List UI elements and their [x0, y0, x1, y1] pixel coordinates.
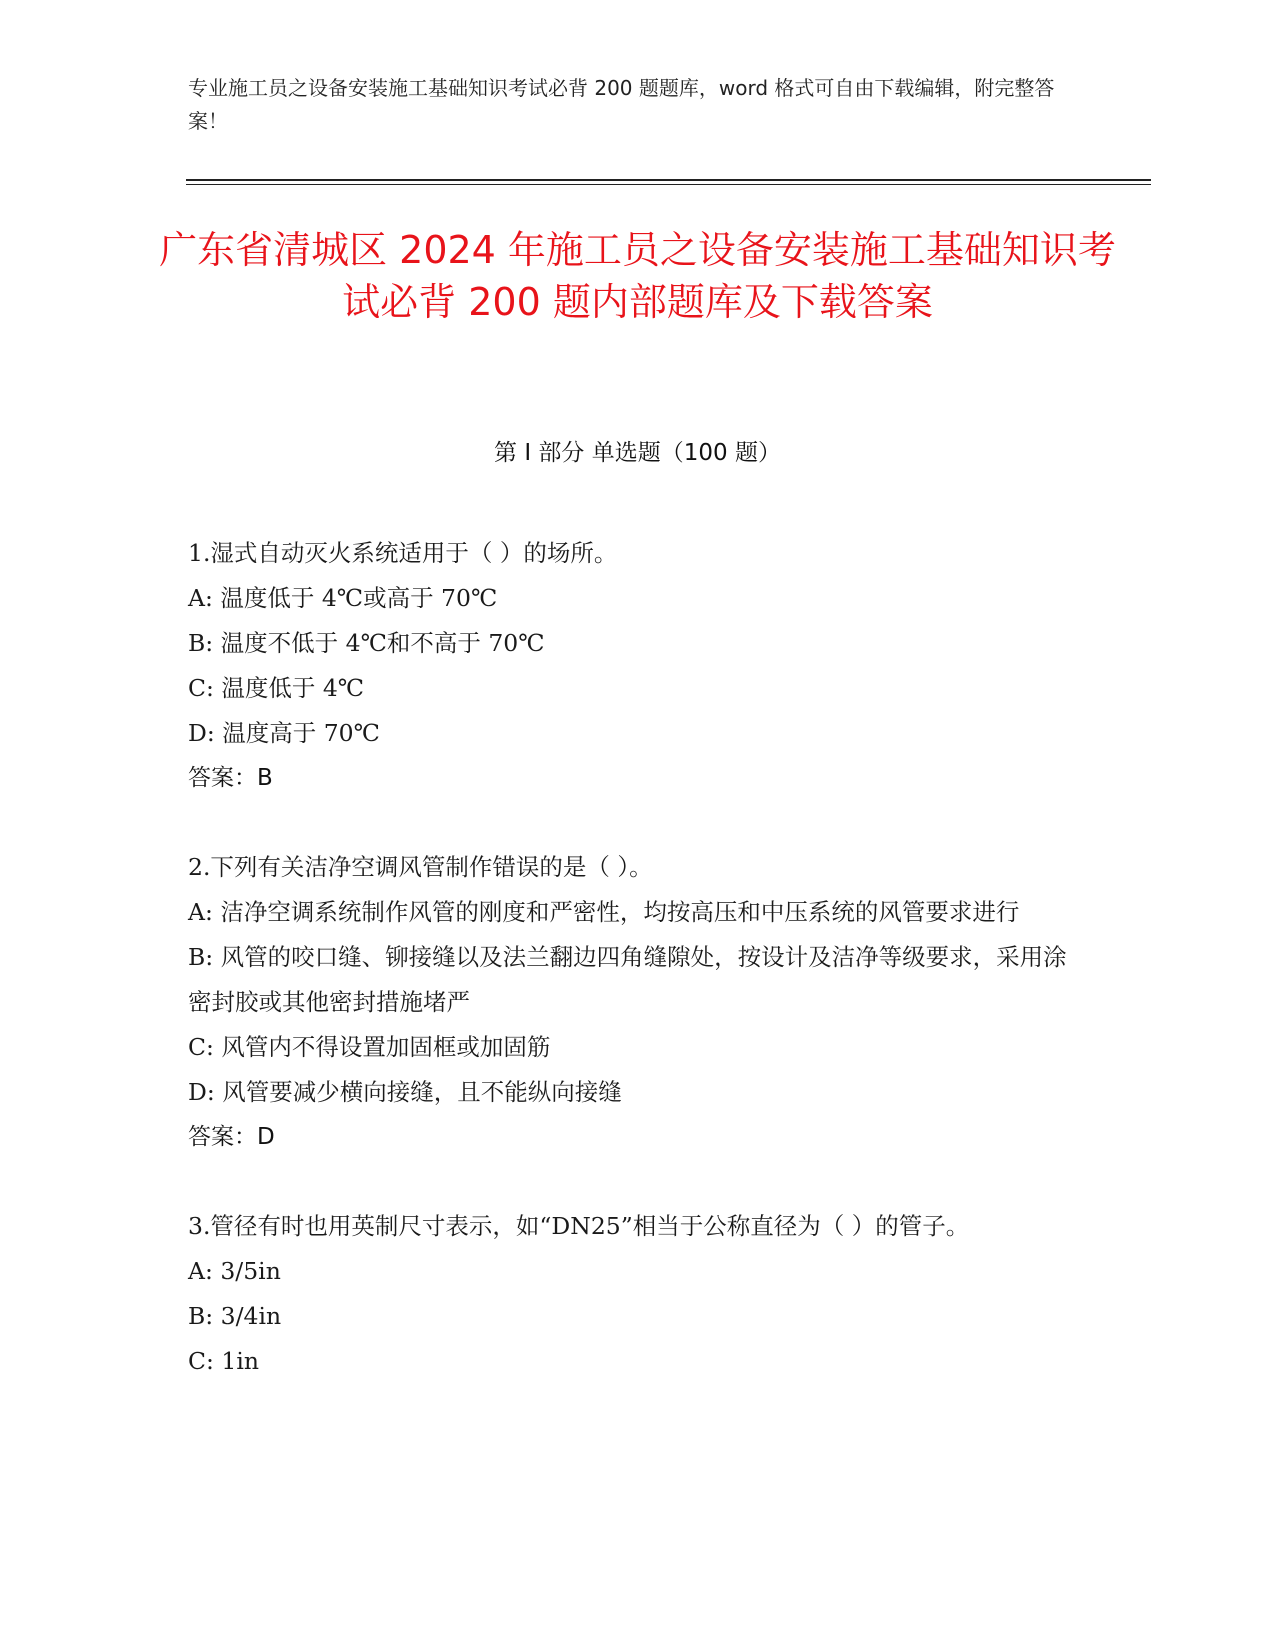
header-note: 专业施工员之设备安装施工基础知识考试必背 200 题题库，word 格式可自由下载编辑，附完整答案！	[188, 76, 1055, 133]
option-a: A: 洁净空调系统制作风管的刚度和严密性，均按高压和中压系统的风管要求进行	[188, 898, 1020, 926]
option-d: D: 风管要减少横向接缝，且不能纵向接缝	[188, 1078, 622, 1106]
answer: 答案：D	[188, 1124, 275, 1150]
header-divider-thin	[186, 184, 1151, 185]
question-list	[188, 530, 1088, 1427]
answer: 答案：B	[188, 765, 273, 791]
option-c: C: 温度低于 4℃	[188, 674, 365, 702]
question-2	[188, 844, 1088, 1160]
option-d: D: 温度高于 70℃	[188, 719, 380, 747]
option-a: A: 3/5in	[188, 1257, 281, 1285]
option-b: B: 风管的咬口缝、铆接缝以及法兰翻边四角缝隙处，按设计及洁净等级要求，采用涂密封胶或其他密封措施堵严	[188, 943, 1067, 1016]
option-c: C: 1in	[188, 1347, 259, 1375]
option-b: B: 3/4in	[188, 1302, 282, 1330]
question-stem: 3.管径有时也用英制尺寸表示，如“DN25”相当于公称直径为（ ）的管子。	[188, 1212, 970, 1240]
question-stem: 2.下列有关洁净空调风管制作错误的是（ ）。	[188, 853, 653, 881]
header-divider-thick	[186, 179, 1151, 181]
option-b: B: 温度不低于 4℃和不高于 70℃	[188, 629, 545, 657]
option-a: A: 温度低于 4℃或高于 70℃	[188, 584, 498, 612]
question-1	[188, 530, 1088, 801]
question-3	[188, 1203, 1088, 1384]
question-stem: 1.湿式自动灭火系统适用于（ ）的场所。	[188, 539, 618, 567]
section-heading: 第 I 部分 单选题（100 题）	[494, 440, 781, 466]
option-c: C: 风管内不得设置加固框或加固筋	[188, 1033, 551, 1061]
document-title: 广东省清城区 2024 年施工员之设备安装施工基础知识考试必背 200 题内部题库及下载答案	[159, 228, 1116, 324]
